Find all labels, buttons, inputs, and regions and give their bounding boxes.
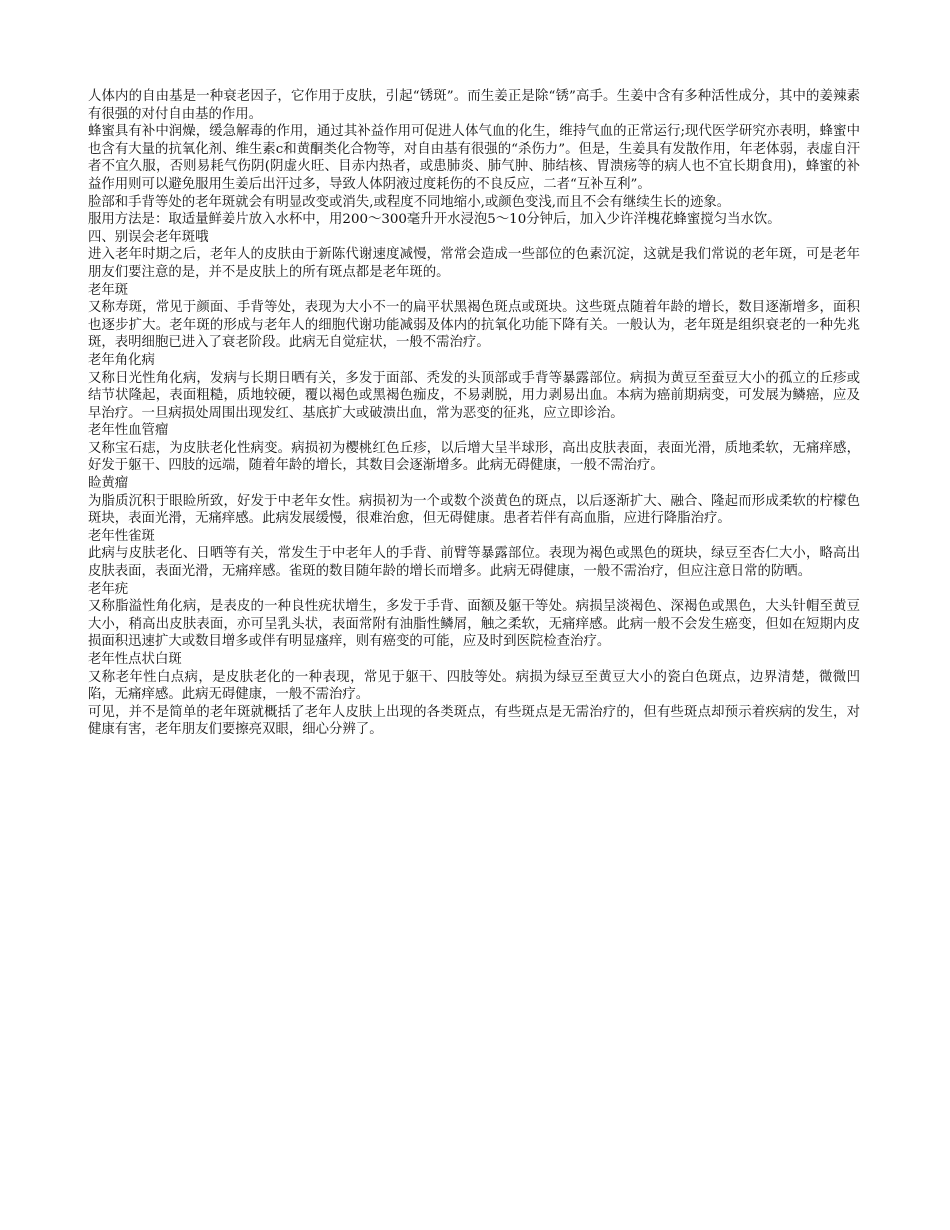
paragraph-intro-age-spots: 进入老年时期之后，老年人的皮肤由于新陈代谢速度减慢，常常会造成一些部位的色素沉淀，这就是我们常说的老年斑，可是老年朋友们要注意的是，并不是皮肤上的所有斑点都是老年斑的。: [88, 247, 860, 280]
paragraph-guttate-leukoderma: 又称老年性白点病，是皮肤老化的一种表现，常见于躯干、四肢等处。病损为绿豆至黄豆大小的瓷白色斑点，边界清楚，微微凹陷，无痛痒感。此病无碍健康，一般不需治疗。: [88, 669, 860, 703]
subheading-seborrheic-keratosis: 老年疣: [88, 581, 129, 597]
paragraph-honey-benefits: 蜂蜜具有补中润燥，缓急解毒的作用，通过其补益作用可促进人体气血的化生，维持气血的正常运行;现代医学研究亦表明，蜂蜜中也含有大量的抗氧化剂、维生素c和黄酮类化合物等，对自由基有很强的“杀伤力”。但是，生姜具有发散作用，年老体弱，表虚自汗者不宜久服，否则易耗气伤阴(阴虚火旺、目赤内热者，或患肺炎、肺气肿、肺结核、胃溃疡等的病人也不宜长期食用)，蜂蜜的补益作用则可以避免服用生姜后出汗过多，导致人体阴液过度耗伤的不良反应，二者“互补互利”。: [88, 124, 860, 192]
subheading-xanthelasma: 睑黄瘤: [88, 476, 129, 492]
document-body: [88, 88, 860, 739]
paragraph-senile-hemangioma: 又称宝石痣，为皮肤老化性病变。病损初为樱桃红色丘疹，以后增大呈半球形，高出皮肤表面，表面光滑，质地柔软，无痛痒感，好发于躯干、四肢的远端，随着年龄的增长，其数目会逐渐增多。此病无碍健康，一般不需治疗。: [88, 440, 860, 474]
subheading-actinic-keratosis: 老年角化病: [88, 352, 155, 368]
subheading-senile-freckle: 老年性雀斑: [88, 528, 155, 544]
paragraph-ginger-free-radicals: 人体内的自由基是一种衰老因子，它作用于皮肤，引起“锈斑”。而生姜正是除“锈”高手。生姜中含有多种活性成分，其中的姜辣素有很强的对付自由基的作用。: [88, 89, 860, 122]
subheading-age-spot: 老年斑: [88, 282, 129, 298]
section-heading-four: 四、别误会老年斑哦: [88, 229, 209, 245]
subheading-senile-hemangioma: 老年性血管瘤: [88, 423, 169, 439]
paragraph-xanthelasma: 为脂质沉积于眼睑所致，好发于中老年女性。病损初为一个或数个淡黄色的斑点，以后逐渐扩大、融合、隆起而形成柔软的柠檬色斑块，表面光滑，无痛痒感。此病发展缓慢，很难治愈，但无碍健康。患者若伴有高血脂，应进行降脂治疗。: [88, 493, 860, 527]
paragraph-conclusion: 可见，并不是简单的老年斑就概括了老年人皮肤上出现的各类斑点，有些斑点是无需治疗的，但有些斑点却预示着疾病的发生，对健康有害，老年朋友们要擦亮双眼，细心分辨了。: [88, 704, 860, 738]
paragraph-actinic-keratosis: 又称日光性角化病，发病与长期日晒有关，多发于面部、秃发的头顶部或手背等暴露部位。病损为黄豆至蚕豆大小的孤立的丘疹或结节状隆起，表面粗糙，质地较硬，覆以褐色或黑褐色痂皮，不易剥脱，用力剥易出血。本病为癌前期病变，可发展为鳞癌，应及早治疗。一旦病损处周围出现发红、基底扩大或破溃出血，常为恶变的征兆，应立即诊治。: [88, 370, 860, 421]
paragraph-senile-freckle: 此病与皮肤老化、日晒等有关，常发生于中老年人的手背、前臂等暴露部位。表现为褐色或黑色的斑块，绿豆至杏仁大小，略高出皮肤表面，表面光滑，无痛痒感。雀斑的数目随年龄的增长而增多。此病无碍健康，一般不需治疗，但应注意日常的防晒。: [88, 546, 860, 580]
paragraph-seborrheic-keratosis: 又称脂溢性角化病，是表皮的一种良性疣状增生，多发于手背、面额及躯干等处。病损呈淡褐色、深褐色或黑色，大头针帽至黄豆大小，稍高出皮肤表面，亦可呈乳头状，表面常附有油脂性鳞屑，触之柔软，无痛痒感。此病一般不会发生癌变，但如在短期内皮损面积迅速扩大或数目增多或伴有明显瘙痒，则有癌变的可能，应及时到医院检查治疗。: [88, 599, 860, 650]
paragraph-age-spot-change: 脸部和手背等处的老年斑就会有明显改变或消失,或程度不同地缩小,或颜色变浅,而且不会有继续生长的迹象。: [88, 194, 731, 210]
paragraph-usage-method: 服用方法是：取适量鲜姜片放入水杯中，用200～300毫升开水浸泡5～10分钟后，加入少许洋槐花蜂蜜搅匀当水饮。: [88, 212, 781, 228]
subheading-guttate-leukoderma: 老年性点状白斑: [88, 652, 182, 667]
paragraph-age-spot: 又称寿斑，常见于颜面、手背等处，表现为大小不一的扁平状黑褐色斑点或斑块。这些斑点随着年龄的增长，数目逐渐增多，面积也逐步扩大。老年斑的形成与老年人的细胞代谢功能减弱及体内的抗氧化功能下降有关。一般认为，老年斑是组织衰老的一种先兆斑，表明细胞已进入了衰老阶段。此病无自觉症状，一般不需治疗。: [88, 300, 860, 351]
